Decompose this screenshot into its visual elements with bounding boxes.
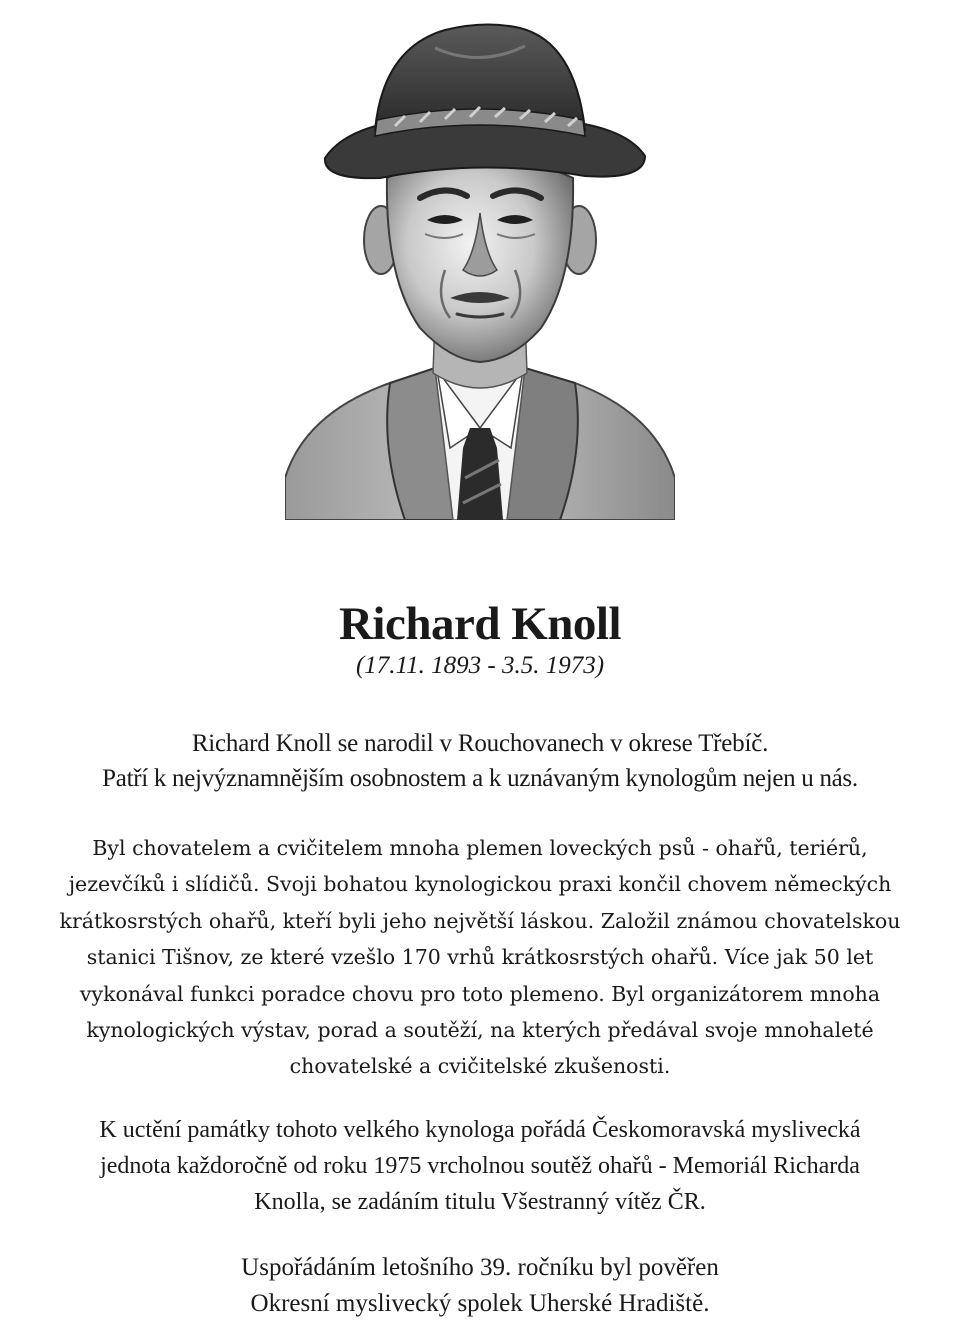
text-line: Patří k nejvýznamnějším osobnostem a k uznávaným kynologům nejen u nás.	[102, 765, 858, 792]
career-paragraph	[0, 830, 960, 1085]
intro-paragraph	[0, 726, 960, 796]
life-dates: (17.11. 1893 - 3.5. 1973)	[355, 652, 605, 679]
text-line: Okresní myslivecký spolek Uherské Hradiště.	[250, 1290, 710, 1317]
person-name: Richard Knoll	[338, 598, 622, 650]
text-line: K uctění památky tohoto velkého kynologa pořádá Českomoravská myslivecká	[99, 1117, 861, 1143]
memorial-paragraph	[0, 1112, 960, 1220]
text-line: krátkosrstých ohařů, kteří byli jeho největší láskou. Založil známou chovatelskou	[59, 908, 901, 933]
text-line: vykonával funkci poradce chovu pro toto plemeno. Byl organizátorem mnoha	[79, 981, 881, 1006]
text-line: chovatelské a cvičitelské zkušenosti.	[289, 1054, 671, 1079]
portrait-photo	[285, 8, 675, 520]
text-line: jednota každoročně od roku 1975 vrcholnou soutěž ohařů - Memoriál Richarda	[100, 1153, 860, 1179]
portrait-illustration	[285, 8, 675, 520]
text-line: stanici Tišnov, ze které vzešlo 170 vrhů krátkosrstých ohařů. Více jak 50 let	[86, 945, 874, 970]
text-line: jezevčíků i slídičů. Svoji bohatou kynologickou praxi končil chovem německých	[68, 872, 892, 897]
organizer-paragraph	[0, 1250, 960, 1322]
text-line: Byl chovatelem a cvičitelem mnoha plemen loveckých psů - ohařů, teriérů,	[92, 836, 868, 860]
text-line: Uspořádáním letošního 39. ročníku byl pověřen	[241, 1254, 719, 1281]
text-line: Knolla, se zadáním titulu Všestranný vítěz ČR.	[254, 1189, 706, 1215]
text-line: Richard Knoll se narodil v Rouchovanech v okrese Třebíč.	[191, 730, 769, 757]
text-line: kynologických výstav, porad a soutěží, na kterých předával svoje mnohaleté	[86, 1018, 874, 1043]
